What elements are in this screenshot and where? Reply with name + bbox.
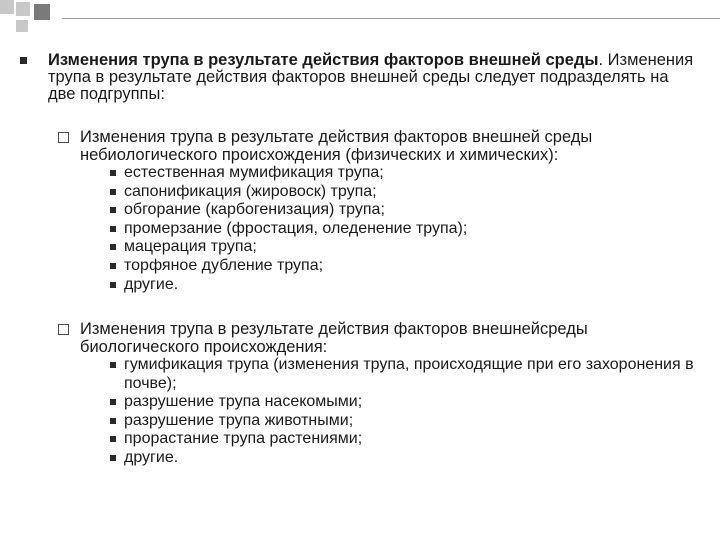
list-item: промерзание (фростация, оледенение трупа); <box>110 220 708 239</box>
hollow-square-bullet-icon <box>58 132 69 143</box>
group-title: Изменения трупа в результате действия факторов внешней среды небиологического происхождения (физических и химических): <box>80 128 593 164</box>
square-bullet-icon <box>20 57 27 64</box>
list-item: разрушение трупа животными; <box>110 412 708 431</box>
group-header <box>58 128 708 164</box>
group-biological <box>58 320 708 468</box>
intro-rest: . Изменения трупа в результате действия факторов внешней среды следует подразделять на две подгруппы: <box>48 51 694 103</box>
list-item: обгорание (карбогенизация) трупа; <box>110 201 708 220</box>
group-title: Изменения трупа в результате действия факторов внешнейсреды биологического происхождения: <box>80 320 588 356</box>
intro-paragraph <box>48 52 698 103</box>
list-item: сапонификация (жировоск) трупа; <box>110 183 708 202</box>
list-item: торфяное дубление трупа; <box>110 257 708 276</box>
list-item: естественная мумификация трупа; <box>110 164 708 183</box>
list-item: прорастание трупа растениями; <box>110 430 708 449</box>
group-items <box>58 164 708 294</box>
list-item: другие. <box>110 449 708 468</box>
list-item: мацерация трупа; <box>110 238 708 257</box>
hollow-square-bullet-icon <box>58 324 69 335</box>
list-item: разрушение трупа насекомыми; <box>110 393 708 412</box>
intro-bold: Изменения трупа в результате действия факторов внешней среды <box>48 51 599 69</box>
group-nonbiological <box>58 128 708 294</box>
group-header <box>58 320 708 356</box>
list-item: гумификация трупа (изменения трупа, происходящие при его захоронения в почве); <box>110 356 708 393</box>
list-item: другие. <box>110 276 708 295</box>
group-items <box>58 356 708 468</box>
